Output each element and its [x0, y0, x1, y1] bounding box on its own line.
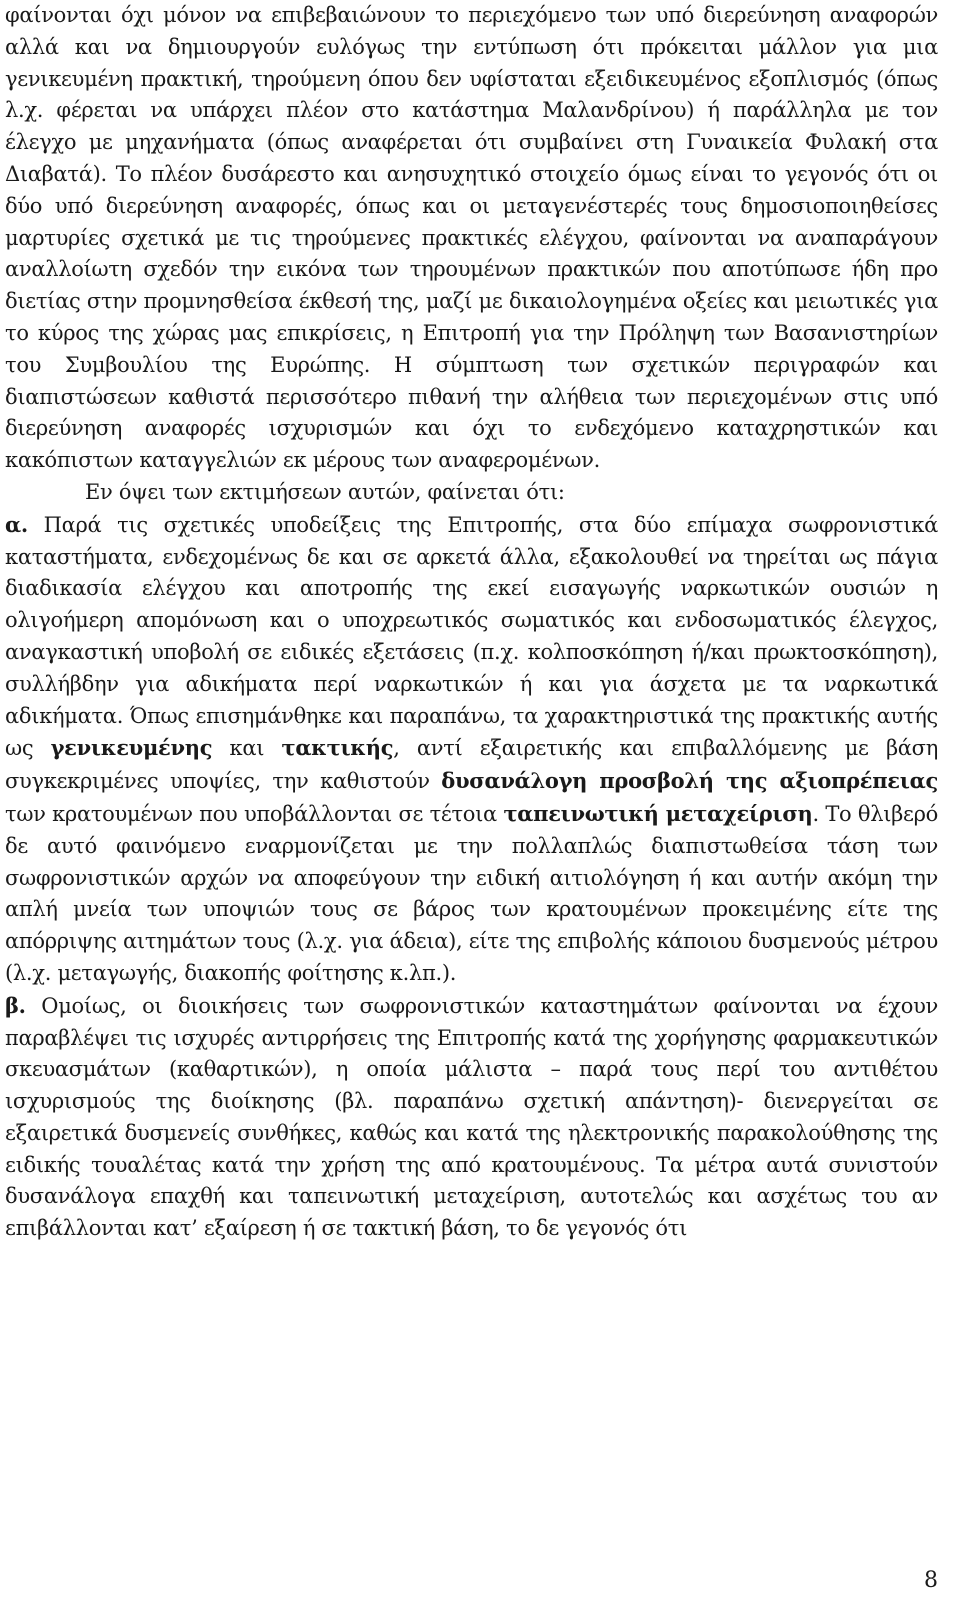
emphasis-disproportionate: δυσανάλογη προσβολή της αξιοπρέπειας	[441, 768, 938, 794]
item-label-beta: β.	[5, 992, 26, 1018]
paragraph-alpha-text-2: και	[212, 736, 282, 761]
emphasis-regular: τακτικής	[281, 735, 394, 761]
emphasis-degrading: ταπεινωτική μεταχείριση	[503, 800, 813, 826]
paragraph-intro: Εν όψει των εκτιμήσεων αυτών, φαίνεται ότι:	[85, 479, 565, 504]
emphasis-generalized: γενικευμένης	[50, 735, 213, 761]
paragraph-alpha-text-4: των κρατουμένων που υποβάλλονται σε τέτοια	[5, 801, 504, 826]
paragraph-beta-text: Ομοίως, οι διοικήσεις των σωφρονιστικών καταστημάτων φαίνονται να έχουν παραβλέψει τις ισχυρές αντιρρήσεις της Επιτροπής κατά της χορήγησης φαρμακευτικών σκευασμάτων (καθαρτικών), η οποία μάλιστα – παρά τους περί του αντιθέτου ισχυρισμούς της διοίκησης (βλ. παραπάνω σχετική απάντηση)- διενεργείται σε εξαιρετικά δυσμενείς συνθήκες, καθώς και κατά της ηλεκτρονικής παρακολούθησης της ειδικής τουαλέτας κατά την χρήση της από κρατουμένους. Τα μέτρα αυτά συνιστούν δυσανάλογα επαχθή και ταπεινωτική μεταχείριση, αυτοτελώς και ασχέτως του αν επιβάλλονται κατ’ εξαίρεση ή σε τακτική βάση, το δε γεγονός ότι	[5, 993, 938, 1241]
paragraph-beta	[5, 990, 938, 1245]
paragraph-alpha-text-1: Παρά τις σχετικές υποδείξεις της Επιτροπής, στα δύο επίμαχα σωφρονιστικά καταστήματα, ενδεχομένως δε και σε αρκετά άλλα, εξακολουθεί να τηρείται ως πάγια διαδικασία ελέγχου και αποτροπής της εκεί εισαγωγής ναρκωτικών ουσιών η ολιγοήμερη απομόνωση και ο υποχρεωτικός σωματικός και ενδοσωματικός έλεγχος, αναγκαστική υποβολή σε ειδικές εξετάσεις (π.χ. κολποσκόπηση ή/και πρωκτοσκόπηση), συλλήβδην για αδικήματα περί ναρκωτικών ή και για άσχετα με τα ναρκωτικά αδικήματα. Όπως επισημάνθηκε και παραπάνω, τα χαρακτηριστικά της πρακτικής αυτής ως	[5, 512, 938, 761]
paragraph-continuation: φαίνονται όχι μόνον να επιβεβαιώνουν το περιεχόμενο των υπό διερεύνηση αναφορών αλλά και να δημιουργούν ευλόγως την εντύπωση ότι πρόκειται μάλλον για μια γενικευμένη πρακτική, τηρούμενη όπου δεν υφίσταται εξειδικευμένος εξοπλισμός (όπως λ.χ. φέρεται να υπάρχει πλέον στο κατάστημα Μαλανδρίνου) ή παράλληλα με τον έλεγχο με μηχανήματα (όπως αναφέρεται ότι συμβαίνει στη Γυναικεία Φυλακή στα Διαβατά). Το πλέον δυσάρεστο και ανησυχητικό στοιχείο όμως είναι το γεγονός ότι οι δύο υπό διερεύνηση αναφορές, όπως και οι μεταγενέστερές τους δημοσιοποιηθείσες μαρτυρίες σχετικά με τις τηρούμενες πρακτικές ελέγχου, φαίνονται να αναπαράγουν αναλλοίωτη σχεδόν την εικόνα των τηρουμένων πρακτικών που αποτύπωσε ήδη προ διετίας στην προμνησθείσα έκθεσή της, μαζί με δικαιολογημένα οξείες και μειωτικές για το κύρος της χώρας μας επικρίσεις, η Επιτροπή για την Πρόληψη των Βασανιστηρίων του Συμβουλίου της Ευρώπης. Η σύμπτωση των σχετικών περιγραφών και διαπιστώσεων καθιστά περισσότερο πιθανή την αλήθεια των περιεχομένων στις υπό διερεύνηση αναφορές ισχυρισμών και όχι το ενδεχόμενο καταχρηστικών και κακόπιστων καταγγελιών εκ μέρους των αναφερομένων.	[5, 3, 938, 473]
paragraph-alpha-text-3: , αντί εξαιρετικής και επιβαλλόμενης με βάση συγκεκριμένες υποψίες, την καθιστούν	[5, 736, 938, 794]
paragraph-alpha	[5, 509, 938, 990]
document-page	[5, 0, 938, 1245]
item-label-alpha: α.	[5, 511, 28, 537]
paragraph-alpha-text-5: . Το θλιβερό δε αυτό φαινόμενο εναρμονίζεται με την πολλαπλώς διαπιστωθείσα τάση των σωφρονιστικών αρχών να αποφεύγουν την ειδική αιτιολόγηση ή και αυτήν ακόμη την απλή μνεία των υποψιών τους σε βάρος των κρατουμένων προκειμένης είτε της απόρριψης αιτημάτων τους (λ.χ. για άδεια), είτε της επιβολής κάποιου δυσμενούς μέτρου (λ.χ. μεταγωγής, διακοπής φοίτησης κ.λπ.).	[5, 801, 938, 985]
page-number: 8	[924, 1568, 938, 1593]
